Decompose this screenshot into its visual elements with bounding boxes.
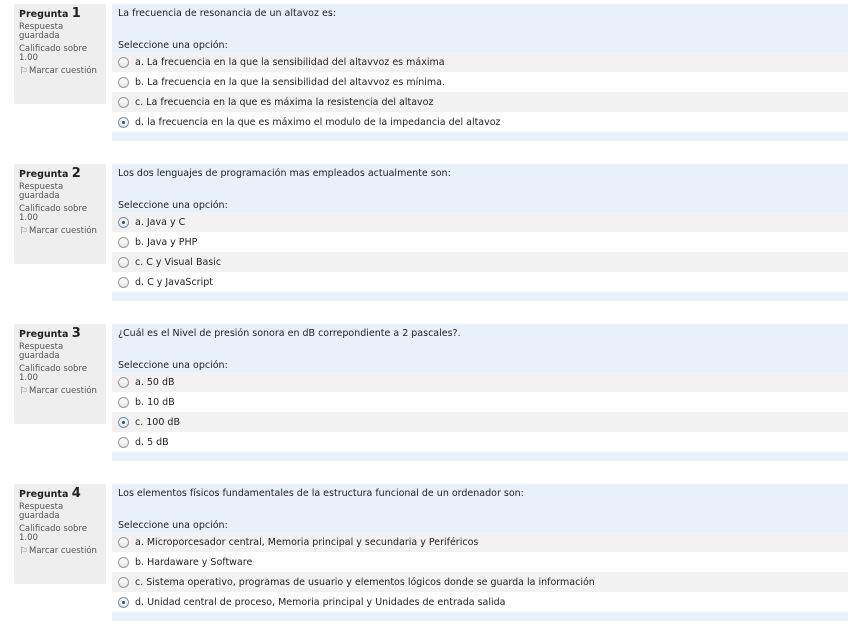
question-status: Respuesta guardada — [19, 342, 64, 361]
radio-button[interactable] — [118, 57, 129, 68]
radio-button[interactable] — [118, 257, 129, 268]
question-grade: Calificado sobre 1.00 — [19, 364, 87, 383]
radio-button[interactable] — [118, 557, 129, 568]
question-status: Respuesta guardada — [19, 182, 64, 201]
radio-button[interactable] — [118, 237, 129, 248]
flag-question-link[interactable]: ⚐Marcar cuestión — [19, 546, 97, 557]
option-b[interactable] — [112, 392, 848, 412]
question-grade: Calificado sobre 1.00 — [19, 524, 87, 543]
option-label: a. La frecuencia en la que la sensibilidad del altavvoz es máxima — [135, 56, 445, 68]
radio-button-selected[interactable] — [118, 117, 129, 128]
option-label: d. C y JavaScript — [135, 276, 213, 288]
option-label: c. C y Visual Basic — [135, 256, 222, 268]
question-content — [112, 4, 848, 141]
select-option-prompt: Seleccione una opción: — [118, 40, 228, 51]
radio-button[interactable] — [118, 77, 129, 88]
question-text: La frecuencia de resonancia de un altavoz es: — [118, 8, 336, 19]
option-a[interactable] — [112, 212, 848, 232]
question-text: Los dos lenguajes de programación mas empleados actualmente son: — [118, 168, 451, 179]
option-label: c. La frecuencia en la que es máxima la resistencia del altavoz — [135, 96, 434, 108]
option-list — [112, 52, 848, 132]
option-label: b. 10 dB — [135, 396, 175, 408]
option-label: c. Sistema operativo, programas de usuario y elementos lógicos donde se guarda la información — [135, 576, 595, 588]
option-label: a. 50 dB — [135, 376, 175, 388]
radio-button[interactable] — [118, 537, 129, 548]
flag-question-link[interactable]: ⚐Marcar cuestión — [19, 386, 97, 397]
option-label: a. Java y C — [135, 216, 186, 228]
option-c[interactable] — [112, 412, 848, 432]
radio-button-selected[interactable] — [118, 597, 129, 608]
option-label: b. La frecuencia en la que la sensibilidad del altavvoz es mínima. — [135, 76, 445, 88]
option-c[interactable] — [112, 572, 848, 592]
option-d[interactable] — [112, 112, 848, 132]
option-list — [112, 372, 848, 452]
question-number: Pregunta 1 — [19, 6, 81, 21]
option-b[interactable] — [112, 552, 848, 572]
option-label: d. Unidad central de proceso, Memoria principal y Unidades de entrada salida — [135, 596, 506, 608]
option-a[interactable] — [112, 52, 848, 72]
option-list — [112, 532, 848, 612]
question-info-panel — [14, 324, 106, 424]
question-text: ¿Cuál es el Nivel de presión sonora en dB correpondiente a 2 pascales?. — [118, 328, 461, 339]
option-label: c. 100 dB — [135, 416, 180, 428]
flag-icon: ⚐ — [19, 386, 28, 397]
question-status: Respuesta guardada — [19, 502, 64, 521]
option-label: d. la frecuencia en la que es máximo el modulo de la impedancia del altavoz — [135, 116, 501, 128]
radio-button[interactable] — [118, 577, 129, 588]
flag-question-link[interactable]: ⚐Marcar cuestión — [19, 226, 97, 237]
question-number: Pregunta 3 — [19, 326, 81, 341]
question-status: Respuesta guardada — [19, 22, 64, 41]
question-grade: Calificado sobre 1.00 — [19, 204, 87, 223]
option-c[interactable] — [112, 92, 848, 112]
option-label: b. Java y PHP — [135, 236, 198, 248]
question-content — [112, 484, 848, 621]
select-option-prompt: Seleccione una opción: — [118, 360, 228, 371]
radio-button[interactable] — [118, 377, 129, 388]
radio-button-selected[interactable] — [118, 417, 129, 428]
question-content — [112, 164, 848, 301]
option-d[interactable] — [112, 592, 848, 612]
option-d[interactable] — [112, 432, 848, 452]
question-info-panel — [14, 484, 106, 584]
question-info-panel — [14, 164, 106, 264]
question-grade: Calificado sobre 1.00 — [19, 44, 87, 63]
radio-button[interactable] — [118, 437, 129, 448]
option-label: a. Microporcesador central, Memoria principal y secundaria y Periféricos — [135, 536, 479, 548]
radio-button-selected[interactable] — [118, 217, 129, 228]
option-a[interactable] — [112, 372, 848, 392]
flag-question-link[interactable]: ⚐Marcar cuestión — [19, 66, 97, 77]
select-option-prompt: Seleccione una opción: — [118, 200, 228, 211]
option-c[interactable] — [112, 252, 848, 272]
radio-button[interactable] — [118, 97, 129, 108]
option-a[interactable] — [112, 532, 848, 552]
radio-button[interactable] — [118, 277, 129, 288]
select-option-prompt: Seleccione una opción: — [118, 520, 228, 531]
question-info-panel — [14, 4, 106, 104]
question-number: Pregunta 4 — [19, 486, 81, 501]
flag-icon: ⚐ — [19, 66, 28, 77]
question-content — [112, 324, 848, 461]
option-list — [112, 212, 848, 292]
option-b[interactable] — [112, 232, 848, 252]
flag-icon: ⚐ — [19, 226, 28, 237]
option-d[interactable] — [112, 272, 848, 292]
option-label: d. 5 dB — [135, 436, 169, 448]
radio-button[interactable] — [118, 397, 129, 408]
question-text: Los elementos físicos fundamentales de la estructura funcional de un ordenador son: — [118, 488, 524, 499]
question-number: Pregunta 2 — [19, 166, 81, 181]
option-label: b. Hardaware y Software — [135, 556, 253, 568]
flag-icon: ⚐ — [19, 546, 28, 557]
option-b[interactable] — [112, 72, 848, 92]
